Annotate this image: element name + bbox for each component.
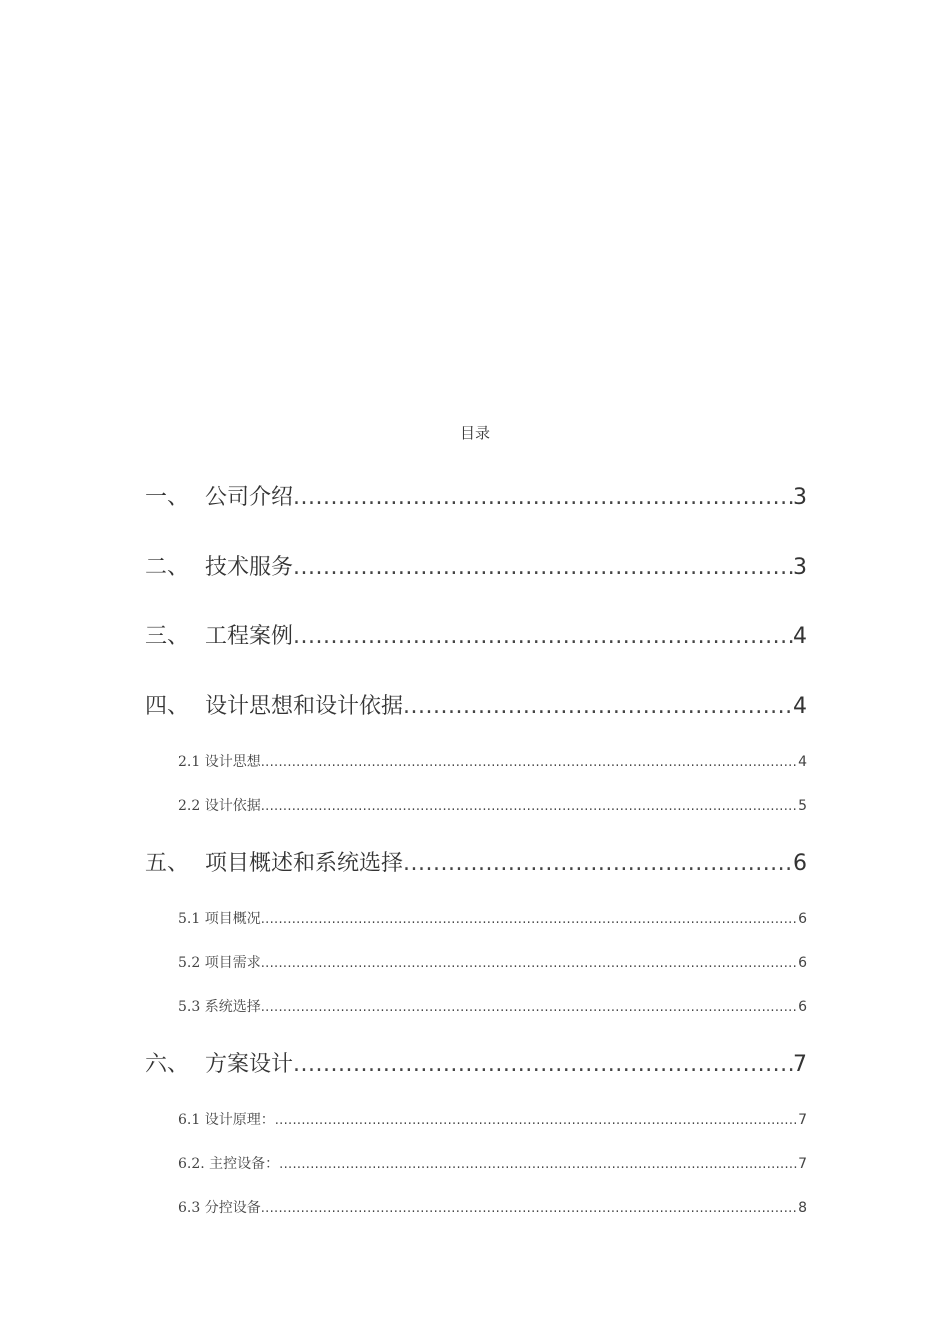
toc-subentry-page: 8 [798,1200,807,1216]
toc-subentry-label: 6.3 分控设备 [178,1200,261,1216]
dot-leader [293,555,793,580]
toc-entry-label: 技术服务 [205,555,294,580]
dot-leader [293,1052,793,1077]
dot-leader [275,1113,798,1128]
dot-leader [261,799,798,814]
toc-subentry-page: 4 [798,754,807,770]
dot-leader [261,755,798,770]
toc-subentry-5-2[interactable] [178,952,807,972]
toc-subentry-page: 6 [798,911,807,927]
dot-leader [403,851,793,876]
dot-leader [293,624,793,649]
toc-entry-page: 3 [793,555,807,580]
toc-subentry-label: 6.2. 主控设备： [178,1156,280,1172]
toc-entry-6[interactable] [145,1047,807,1078]
toc-subentry-label: 5.1 项目概况 [178,911,261,927]
toc-entry-label: 工程案例 [205,624,294,649]
toc-subentry-label: 5.2 项目需求 [178,955,261,971]
toc-subentry-label: 6.1 设计原理： [178,1112,275,1128]
toc-entry-label: 项目概述和系统选择 [205,851,404,876]
toc-subentry-6-2[interactable] [178,1153,807,1173]
toc-entry-label: 公司介绍 [205,485,294,510]
toc-subentry-6-3[interactable] [178,1197,807,1217]
dot-leader [261,1201,798,1216]
toc-subentry-page: 6 [798,999,807,1015]
dot-leader [279,1157,798,1172]
toc-entry-page: 4 [793,624,807,649]
toc-subentry-label: 2.2 设计依据 [178,798,261,814]
toc-entry-label: 方案设计 [205,1052,294,1077]
toc-entry-page: 4 [793,694,807,719]
toc-entry-number: 五、 [145,851,190,876]
toc-subentry-2-2[interactable] [178,795,807,815]
toc-subentry-label: 5.3 系统选择 [178,999,261,1015]
toc-entry-number: 一、 [145,485,190,510]
toc-entry-4[interactable] [145,689,807,720]
toc-entry-number: 四、 [145,694,190,719]
toc-subentry-5-3[interactable] [178,996,807,1016]
toc-subentry-page: 5 [798,798,807,814]
toc-entry-5[interactable] [145,846,807,877]
toc-entry-2[interactable] [145,550,807,581]
toc-subentry-label: 2.1 设计思想 [178,754,261,770]
toc-entry-page: 3 [793,485,807,510]
toc-subentry-2-1[interactable] [178,751,807,771]
toc-entry-page: 7 [793,1052,807,1077]
dot-leader [261,912,798,927]
toc-subentry-page: 6 [798,955,807,971]
toc-title: 目录 [459,424,490,442]
toc-entry-3[interactable] [145,619,807,650]
toc-entry-page: 6 [793,851,807,876]
toc-subentry-6-1[interactable] [178,1109,807,1129]
dot-leader [293,485,793,510]
dot-leader [403,694,793,719]
dot-leader [261,1000,798,1015]
dot-leader [261,956,798,971]
toc-entry-label: 设计思想和设计依据 [205,694,404,719]
toc-entry-number: 二、 [145,555,190,580]
toc-subentry-page: 7 [798,1112,807,1128]
toc-subentry-page: 7 [798,1156,807,1172]
toc-entry-number: 三、 [145,624,190,649]
toc-entry-1[interactable] [145,480,807,511]
toc-subentry-5-1[interactable] [178,908,807,928]
toc-entry-number: 六、 [145,1052,190,1077]
